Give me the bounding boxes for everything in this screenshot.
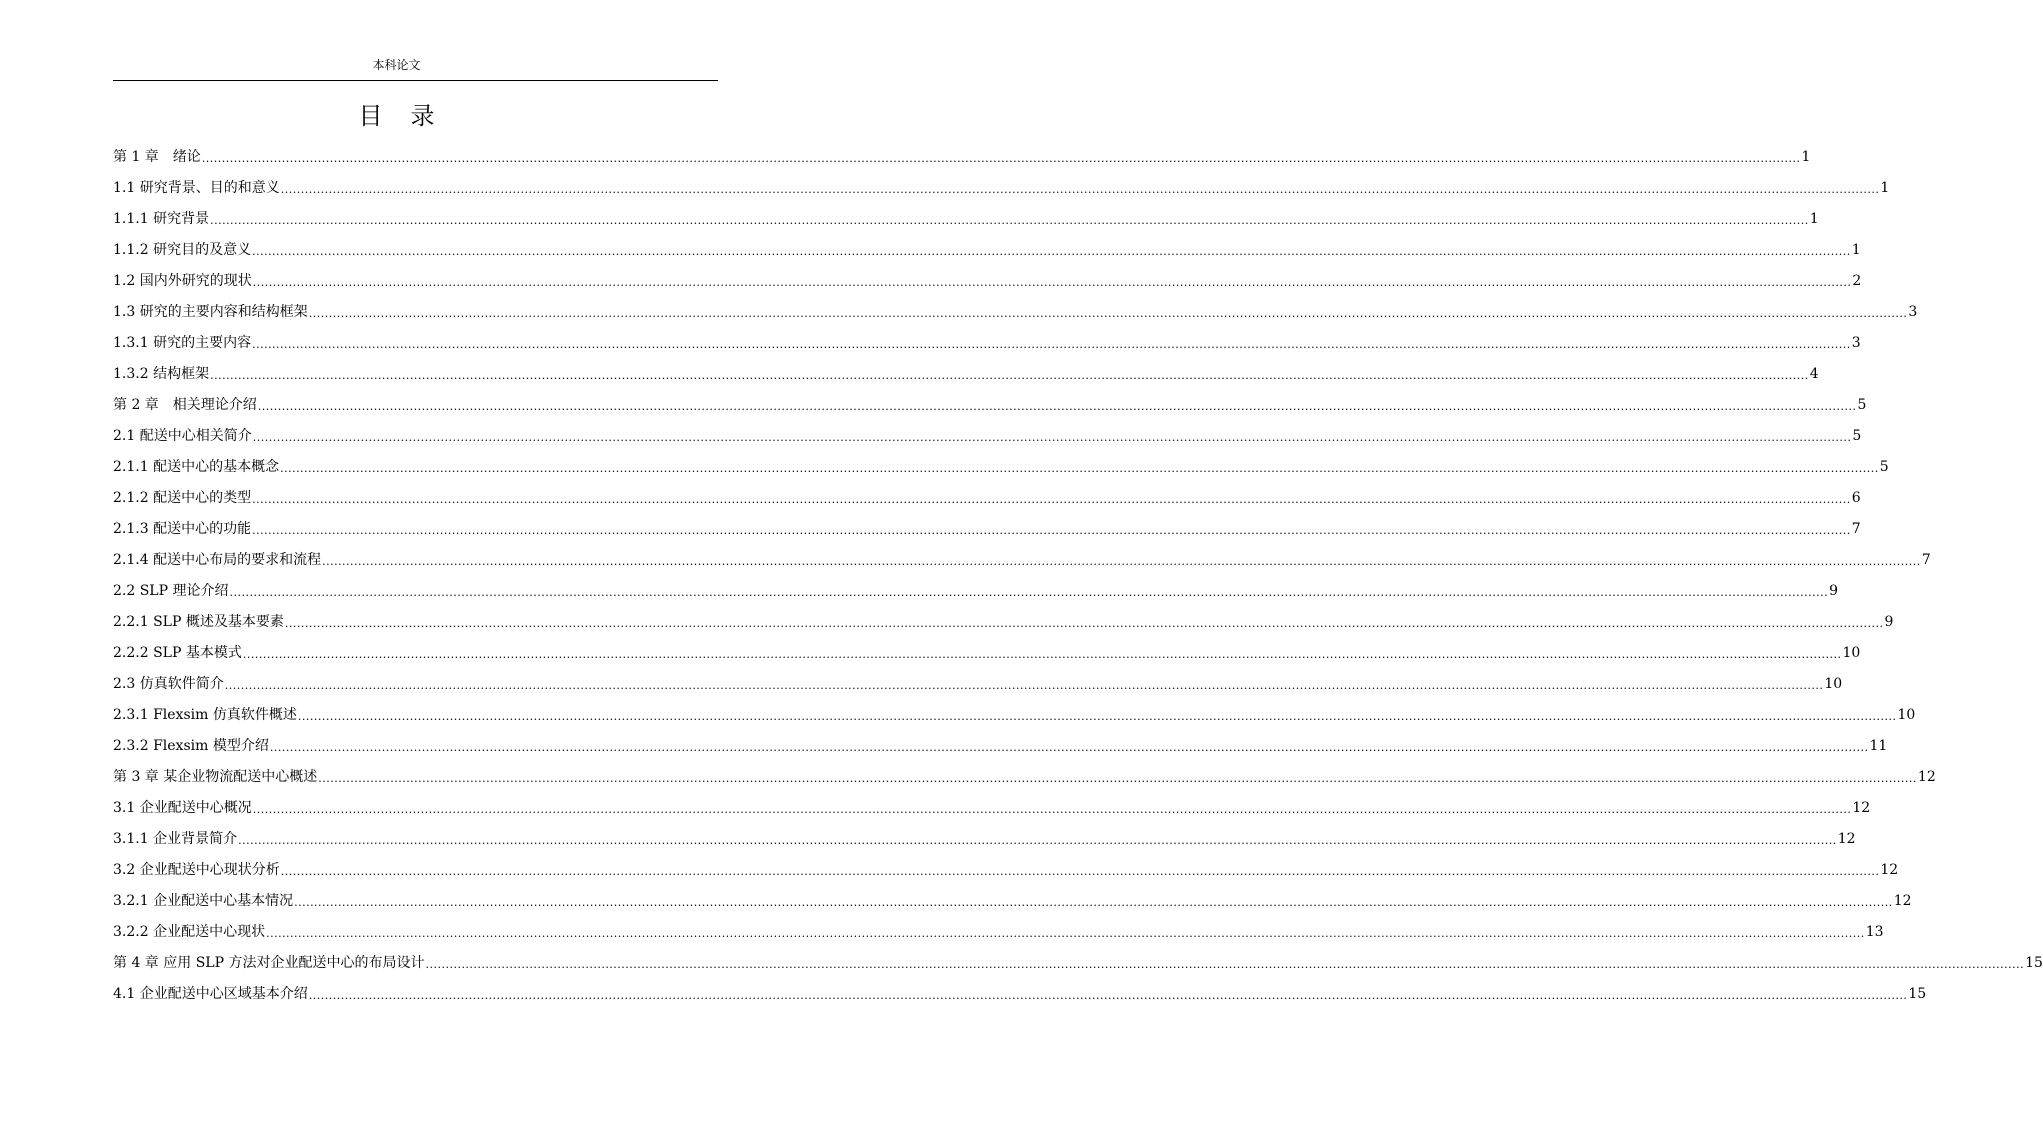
toc-entry-page-number: 11 [1869, 738, 1888, 754]
toc-leader-dots: ................................................................................................................................................................................................................................................................................................................................................................................................................ [252, 803, 1852, 816]
toc-entry[interactable] [113, 604, 1894, 635]
toc-entry-text: 1.3 研究的主要内容和结构框架 [113, 304, 308, 320]
toc-entry-page-number: 12 [1880, 862, 1899, 878]
toc-entry[interactable] [113, 449, 1889, 480]
toc-leader-dots: ................................................................................................................................................................................................................................................................................................................................................................................................................ [252, 431, 1852, 444]
toc-entry[interactable] [113, 666, 1843, 697]
toc-leader-dots: ................................................................................................................................................................................................................................................................................................................................................................................................................ [308, 989, 1908, 1002]
toc-entry-text: 2.1.1 配送中心的基本概念 [113, 459, 280, 475]
toc-leader-dots: ................................................................................................................................................................................................................................................................................................................................................................................................................ [284, 617, 1884, 630]
toc-entry-text: 3.1.1 企业背景简介 [113, 831, 238, 847]
toc-entry-page-number: 15 [1908, 986, 1927, 1002]
toc-entry-text: 2.2.2 SLP 基本模式 [113, 645, 242, 661]
toc-entry-page-number: 5 [1852, 428, 1862, 444]
toc-list [113, 139, 2043, 1007]
toc-entry-text: 2.2 SLP 理论介绍 [113, 583, 229, 599]
toc-entry-text: 3.1 企业配送中心概况 [113, 800, 252, 816]
toc-leader-dots: ................................................................................................................................................................................................................................................................................................................................................................................................................ [297, 710, 1897, 723]
toc-entry-page-number: 1 [1801, 149, 1811, 165]
toc-entry[interactable] [113, 728, 1888, 759]
toc-entry-page-number: 9 [1884, 614, 1894, 630]
toc-entry-page-number: 13 [1865, 924, 1884, 940]
toc-entry-text: 2.2.1 SLP 概述及基本要素 [113, 614, 284, 630]
toc-entry[interactable] [113, 821, 1856, 852]
toc-entry[interactable] [113, 542, 1931, 573]
toc-entry-page-number: 12 [1917, 769, 1936, 785]
toc-entry-text: 4.1 企业配送中心区域基本介绍 [113, 986, 308, 1002]
toc-leader-dots: ................................................................................................................................................................................................................................................................................................................................................................................................................ [238, 834, 1837, 847]
toc-entry-page-number: 10 [1842, 645, 1861, 661]
toc-entry[interactable] [113, 697, 1916, 728]
toc-entry-text: 3.2 企业配送中心现状分析 [113, 862, 280, 878]
toc-leader-dots: ................................................................................................................................................................................................................................................................................................................................................................................................................ [210, 214, 1809, 227]
toc-entry-page-number: 12 [1852, 800, 1871, 816]
toc-leader-dots: ................................................................................................................................................................................................................................................................................................................................................................................................................ [229, 586, 1829, 599]
toc-leader-dots: ................................................................................................................................................................................................................................................................................................................................................................................................................ [269, 741, 1869, 754]
toc-entry-page-number: 5 [1879, 459, 1889, 475]
toc-entry[interactable] [113, 356, 1819, 387]
toc-entry-text: 第 3 章 某企业物流配送中心概述 [113, 769, 318, 785]
toc-entry[interactable] [113, 852, 1899, 883]
toc-leader-dots: ................................................................................................................................................................................................................................................................................................................................................................................................................ [294, 896, 1893, 909]
toc-entry-page-number: 3 [1908, 304, 1918, 320]
toc-entry-page-number: 1 [1851, 242, 1861, 258]
toc-entry-page-number: 1 [1809, 211, 1819, 227]
toc-entry[interactable] [113, 976, 1927, 1007]
toc-leader-dots: ................................................................................................................................................................................................................................................................................................................................................................................................................ [252, 245, 1851, 258]
toc-leader-dots: ................................................................................................................................................................................................................................................................................................................................................................................................................ [266, 927, 1865, 940]
toc-entry-page-number: 2 [1852, 273, 1862, 289]
header-rule [113, 80, 718, 81]
toc-leader-dots: ................................................................................................................................................................................................................................................................................................................................................................................................................ [252, 493, 1851, 506]
toc-entry[interactable] [113, 263, 1862, 294]
toc-entry-page-number: 12 [1893, 893, 1912, 909]
toc-leader-dots: ................................................................................................................................................................................................................................................................................................................................................................................................................ [201, 152, 1801, 165]
toc-entry-text: 2.3.1 Flexsim 仿真软件概述 [113, 707, 297, 723]
toc-entry-page-number: 12 [1837, 831, 1856, 847]
toc-title: 目录 [358, 102, 463, 130]
toc-entry-text: 2.1.3 配送中心的功能 [113, 521, 252, 537]
toc-entry[interactable] [113, 790, 1871, 821]
toc-entry-text: 1.1.2 研究目的及意义 [113, 242, 252, 258]
toc-entry[interactable] [113, 883, 1912, 914]
toc-entry[interactable] [113, 759, 1936, 790]
toc-entry-text: 1.3.1 研究的主要内容 [113, 335, 252, 351]
toc-leader-dots: ................................................................................................................................................................................................................................................................................................................................................................................................................ [242, 648, 1842, 661]
toc-entry[interactable] [113, 325, 1861, 356]
toc-entry-page-number: 7 [1921, 552, 1931, 568]
toc-leader-dots: ................................................................................................................................................................................................................................................................................................................................................................................................................ [308, 307, 1908, 320]
toc-entry-page-number: 10 [1824, 676, 1843, 692]
toc-leader-dots: ................................................................................................................................................................................................................................................................................................................................................................................................................ [280, 462, 1879, 475]
toc-entry-text: 1.2 国内外研究的现状 [113, 273, 252, 289]
toc-entry-page-number: 9 [1829, 583, 1839, 599]
toc-entry-text: 1.1.1 研究背景 [113, 211, 210, 227]
toc-leader-dots: ................................................................................................................................................................................................................................................................................................................................................................................................................ [224, 679, 1824, 692]
toc-entry-text: 3.2.1 企业配送中心基本情况 [113, 893, 294, 909]
toc-leader-dots: ................................................................................................................................................................................................................................................................................................................................................................................................................ [280, 183, 1880, 196]
toc-entry-text: 1.1 研究背景、目的和意义 [113, 180, 280, 196]
toc-entry-page-number: 1 [1880, 180, 1890, 196]
toc-entry[interactable] [113, 914, 1884, 945]
toc-entry[interactable] [113, 480, 1861, 511]
toc-leader-dots: ................................................................................................................................................................................................................................................................................................................................................................................................................ [318, 772, 1917, 785]
toc-entry[interactable] [113, 635, 1861, 666]
toc-entry-text: 1.3.2 结构框架 [113, 366, 210, 382]
toc-entry[interactable] [113, 418, 1862, 449]
toc-entry-page-number: 15 [2025, 955, 2043, 971]
toc-entry[interactable] [113, 232, 1861, 263]
toc-leader-dots: ................................................................................................................................................................................................................................................................................................................................................................................................................ [280, 865, 1880, 878]
toc-leader-dots: ................................................................................................................................................................................................................................................................................................................................................................................................................ [252, 338, 1851, 351]
toc-entry[interactable] [113, 294, 1918, 325]
toc-leader-dots: ................................................................................................................................................................................................................................................................................................................................................................................................................ [252, 276, 1852, 289]
toc-entry-page-number: 6 [1851, 490, 1861, 506]
toc-leader-dots: ................................................................................................................................................................................................................................................................................................................................................................................................................ [257, 400, 1857, 413]
toc-entry-text: 第 4 章 应用 SLP 方法对企业配送中心的布局设计 [113, 955, 425, 971]
toc-entry[interactable] [113, 573, 1839, 604]
toc-entry[interactable] [113, 387, 1867, 418]
toc-leader-dots: ................................................................................................................................................................................................................................................................................................................................................................................................................ [322, 555, 1921, 568]
toc-entry-text: 3.2.2 企业配送中心现状 [113, 924, 266, 940]
toc-entry-text: 2.3 仿真软件简介 [113, 676, 224, 692]
toc-entry-page-number: 4 [1809, 366, 1819, 382]
toc-entry-page-number: 5 [1857, 397, 1867, 413]
toc-entry[interactable] [113, 170, 1890, 201]
toc-leader-dots: ................................................................................................................................................................................................................................................................................................................................................................................................................ [425, 958, 2025, 971]
toc-entry[interactable] [113, 139, 1811, 170]
toc-entry-text: 第 2 章 相关理论介绍 [113, 397, 257, 413]
toc-entry-text: 2.1.2 配送中心的类型 [113, 490, 252, 506]
toc-entry-text: 2.1 配送中心相关简介 [113, 428, 252, 444]
toc-entry-text: 2.1.4 配送中心布局的要求和流程 [113, 552, 322, 568]
toc-entry[interactable] [113, 945, 2043, 976]
toc-entry-text: 2.3.2 Flexsim 模型介绍 [113, 738, 269, 754]
toc-entry[interactable] [113, 201, 1819, 232]
toc-leader-dots: ................................................................................................................................................................................................................................................................................................................................................................................................................ [210, 369, 1809, 382]
toc-entry-page-number: 7 [1851, 521, 1861, 537]
toc-entry[interactable] [113, 511, 1861, 542]
toc-leader-dots: ................................................................................................................................................................................................................................................................................................................................................................................................................ [252, 524, 1851, 537]
toc-entry-page-number: 3 [1851, 335, 1861, 351]
toc-entry-text: 第 1 章 绪论 [113, 149, 201, 165]
toc-entry-page-number: 10 [1897, 707, 1916, 723]
running-header: 本科论文 [372, 58, 421, 72]
